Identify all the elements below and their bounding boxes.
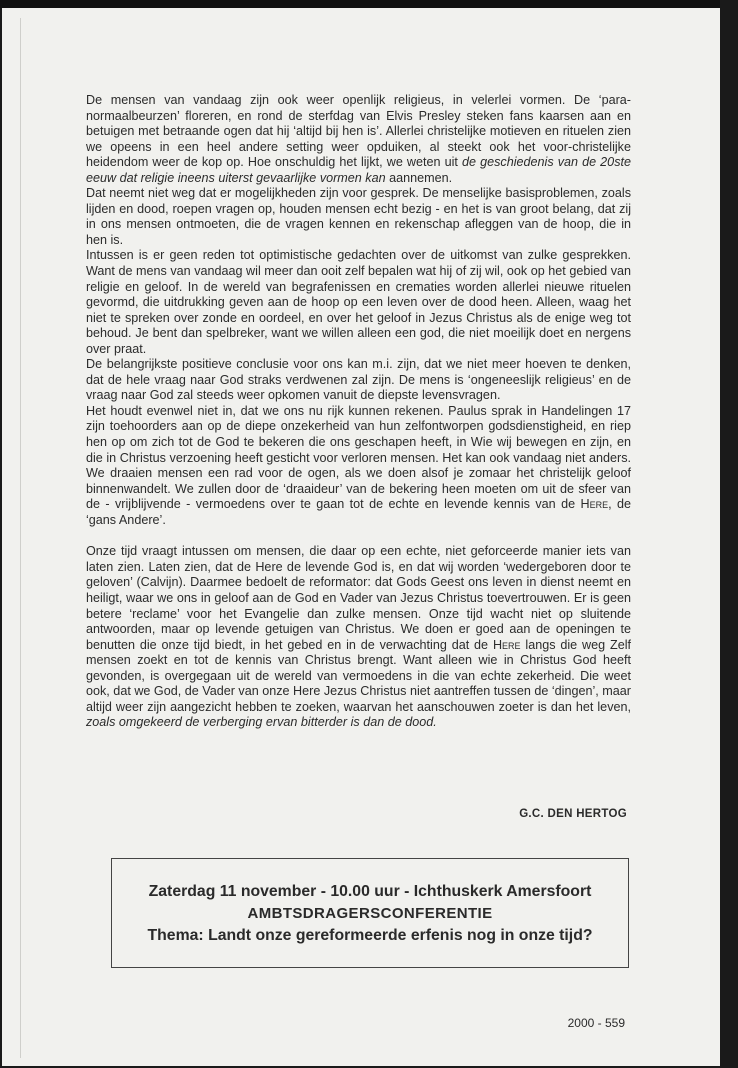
page-fold-line [20,18,21,1058]
paragraph-text: Het houdt evenwel niet in, dat we ons nu rijk kunnen rekenen. Paulus sprak in Handelingen 17 zijn toehoorders aan op de diepe onzekerheid van hun zelfontworpen godsdienstigheid, en riep hen op om zich tot de God te bekeren die ons geschapen heeft, in Wie wij bewegen en zijn, en die in Christus verzoening heeft gesticht voor verloren mensen. Het kan ook vandaag niet anders. We draaien mensen een rad voor de ogen, als we doen alsof je zomaar het christelijk geloof binnenwandelt. We zullen door de ‘draaideur’ van de bekering heen moeten om uit de sfeer van de - vrijblijvende - vermoedens over te gaan tot de echte en levende kennis van de [86,403,631,512]
scan-top-border [0,0,738,8]
paragraph-text: aannemen. [385,170,453,185]
scan-right-border [720,0,738,1068]
paragraph-text: langs die weg Zelf mensen zoekt en tot de kennis van Christus brengt. Want alleen wie in Christus God heeft gevonden, is overgegaan uit de wereld van vermoedens in die van echte zekerheid. Die weet ook, dat we God, de Vader van onze Here Jezus Christus niet aantreffen tussen de ‘dingen’, maar altijd weer zijn aangezicht hebben te zoeken, waarvan het aanschouwen zoeter is dan het leven, [86,637,631,714]
paragraph [86,93,631,186]
announcement-title: AMBTSDRAGERSCONFERENTIE [247,905,493,922]
announcement-theme: Thema: Landt onze gereformeerde erfenis nog in onze tijd? [147,927,593,944]
paragraph-text: , de ‘gans Andere’. [86,497,631,527]
author-signature: G.C. DEN HERTOG [519,808,627,820]
paragraph-text: Onze tijd vraagt intussen om mensen, die daar op een echte, niet geforceerde manier iets van laten zien. Laten zien, dat de Here de levende God is, en dat wij worden ‘wedergeboren door te geloven’ (Calvijn). Daarmee bedoelt de reformator: dat Gods Geest ons leven in dienst neemt en heiligt, waar we ons in geloof aan de God en Vader van Jezus Christus toevertrouwen. Er is geen betere ‘reclame’ voor het Evangelie dan zulke mensen. Onze tijd wacht niet op sluitende antwoorden, maar op levende getuigen van Christus. We doen er goed aan de openingen te benutten die onze tijd biedt, in het gebed en in de verwachting dat de [86,544,631,652]
announcement-date-line: Zaterdag 11 november - 10.00 uur - Ichthuskerk Amersfoort [148,883,592,900]
small-caps-here: Here [580,497,609,512]
italic-text: zoals omgekeerd de verberging ervan bitterder is dan de dood. [86,715,437,730]
italic-text: de geschiedenis van de 20ste eeuw dat religie ineens uiterst gevaarlijke vormen kan [86,155,631,185]
paragraph-text: De mensen van vandaag zijn ook weer openlijk religieus, in velerlei vormen. De ‘para-normaalbeurzen’ floreren, en rond de sterfdag van Elvis Presley steken fans kaarsen aan en betuigen met betraande ogen dat hij ‘altijd bij hen is’. Allerlei christelijke motieven en rituelen zien we opeens in een heel andere setting weer opduiken, al steekt ook het voor-christelijke heidendom weer de kop op. Hoe onschuldig het lijkt, we weten uit [86,93,631,170]
paragraph: De belangrijkste positieve conclusie voor ons kan m.i. zijn, dat we niet meer hoeven te denken, dat de hele vraag naar God straks verdwenen zal zijn. De mens is ‘ongeneeslijk religieus’ en de vraag naar God zal steeds weer opkomen vanuit de diepste levensvragen. [86,357,631,403]
announcement-box [111,858,629,968]
small-caps-here: Here [492,637,521,652]
paragraph [86,404,631,528]
article-body [86,93,631,731]
paragraph [86,544,631,731]
paragraph: Intussen is er geen reden tot optimistische gedachten over de uitkomst van zulke gesprekken. Want de mens van vandaag wil meer dan ooit zelf bepalen wat hij of zij wil, ook op het gebied van religie en geloof. In de wereld van begrafenissen en crematies worden allerlei nieuwe rituelen gevormd, die uitdrukking geven aan de hoop op een leven over de dood heen. Alleen, waag het niet te spreken over zonde en oordeel, en over het geloof in Jezus Christus als de enige weg tot behoud. Je bent dan spelbreker, want we willen alleen een god, die niet moeilijk doet en nergens over praat. [86,248,631,356]
paragraph: Dat neemt niet weg dat er mogelijkheden zijn voor gesprek. De menselijke basisproblemen, zoals lijden en dood, roepen vragen op, houden mensen echt bezig - en het is van groot belang, dat zij in ons mensen ontmoeten, die de vragen kennen en rekenschap afleggen van de hoop, die in hen is. [86,186,631,247]
page-number: 2000 - 559 [567,1016,625,1030]
